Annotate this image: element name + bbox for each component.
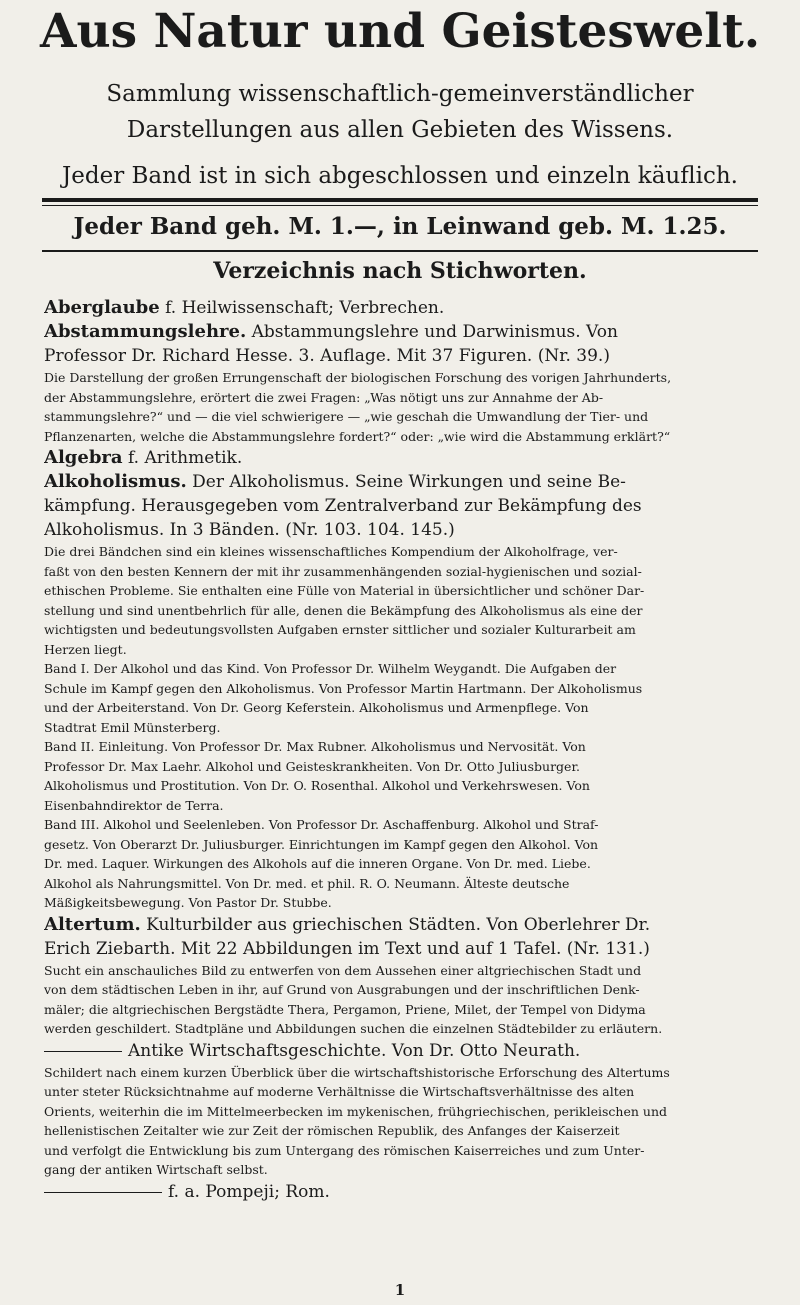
entry-description-line: Alkohol als Nahrungsmittel. Von Dr. med. et phil. R. O. Neumann. Älteste deutsche [44,875,570,891]
entry-title-line [44,320,758,344]
entry-keyword: Algebra [44,447,123,468]
entry-description-line: Stadtrat Emil Münsterberg. [44,719,221,735]
entry-title-line [44,518,758,542]
entry-description-line: mäler; die altgriechischen Bergstädte Thera, Pergamon, Priene, Milet, der Tempel von Didyma [44,1001,646,1017]
divider-thick [42,198,758,202]
entry-description-line: wichtigsten und bedeutungsvollsten Aufgaben ernster sittlicher und sozialer Kulturarbeit am [44,622,636,637]
entry-description-line: gang der antiken Wirtschaft selbst. [44,1162,268,1177]
entry-title-line [44,470,758,494]
entry-text: Der Alkoholismus. Seine Wirkungen und seine Be- [186,472,626,492]
entry-text: Antike Wirtschaftsgeschichte. Von Dr. Otto Neurath. [128,1040,581,1061]
entry-text: Abstammungslehre und Darwinismus. Von [246,322,618,342]
entry-description-line: Sucht ein anschauliches Bild zu entwerfen von dem Aussehen einer altgriechischen Stadt und [44,962,642,978]
entry-description-line: ethischen Probleme. Sie enthalten eine Fülle von Material in übersichtlicher und schöner Dar- [44,583,645,598]
ditto-dash [44,1051,122,1052]
entry-description-line: und verfolgt die Entwicklung bis zum Untergang des römischen Kaiserreiches und zum Unter- [44,1142,645,1158]
entry-description-line: von dem städtischen Leben in ihr, auf Grund von Ausgrabungen und der inschriftlichen Denk- [44,982,640,997]
entry-description-line: und der Arbeiterstand. Von Dr. Georg Keferstein. Alkoholismus und Armenpflege. Von [44,700,589,715]
entry-description-line: Professor Dr. Max Laehr. Alkohol und Geisteskrankheiten. Von Dr. Otto Juliusburger. [44,758,581,774]
entry-description-line: Schildert nach einem kurzen Überblick über die wirtschaftshistorische Erforschung des Altertums [44,1064,670,1080]
entry-title-line [44,494,758,518]
entry-keyword: Aberglaube [44,297,160,318]
entry-text: Erich Ziebarth. Mit 22 Abbildungen im Text und auf 1 Tafel. (Nr. 131.) [44,938,650,959]
entry-description-line: Band II. Einleitung. Von Professor Dr. Max Rubner. Alkoholismus und Nervosität. Von [44,739,586,754]
index-heading: Verzeichnis nach Stichworten. [213,258,587,284]
entry-description-line: Herzen liegt. [44,641,127,657]
entry-text: f. a. Pompeji; Rom. [168,1181,330,1202]
price-line: Jeder Band geh. M. 1.—, in Leinwand geb. M. 1.25. [73,213,727,240]
entry-description-line: Alkoholismus und Prostitution. Von Dr. O. Rosenthal. Alkohol und Verkehrswesen. Von [44,778,590,793]
entry-description-line: unter steter Rücksichtnahme auf moderne Verhältnisse die Wirtschaftsverhältnisse des alten [44,1084,635,1099]
cross-reference-entry [44,1180,758,1204]
entry-keyword: Alkoholismus. [44,471,187,492]
entry-description-line: Die drei Bändchen sind ein kleines wissenschaftliches Kompendium der Alkoholfrage, ver- [44,544,618,559]
series-subtitle-line-1: Sammlung wissenschaftlich-gemeinverständlicher [106,81,694,107]
entry-keyword: Abstammungslehre. [44,321,247,342]
entry-text: f. Heilwissenschaft; Verbrechen. [159,298,445,318]
series-note: Jeder Band ist in sich abgeschlossen und einzeln käuflich. [62,163,738,189]
entry-title-line [44,344,758,368]
entry-description-line: Orients, weiterhin die im Mittelmeerbecken im mykenischen, frühgriechischen, perikleischen und [44,1103,668,1119]
entry-title-line [44,296,758,320]
entry-description-line: Band III. Alkohol und Seelenleben. Von Professor Dr. Aschaffenburg. Alkohol und Straf- [44,817,599,832]
entry-description-line: Pflanzenarten, welche die Abstammungslehre fordert?“ oder: „wie wird die Abstammung erklärt?“ [44,428,671,444]
divider-thin [42,205,758,206]
cross-reference-entry [44,296,758,320]
entry-description-line: Band I. Der Alkohol und das Kind. Von Professor Dr. Wilhelm Weygandt. Die Aufgaben der [44,661,617,676]
entry-description-line: werden geschildert. Stadtpläne und Abbildungen suchen die einzelnen Städtebilder zu erläutern. [44,1021,663,1036]
entry-description-line: Eisenbahndirektor de Terra. [44,797,224,813]
entry-description-line: gesetz. Von Oberarzt Dr. Juliusburger. Einrichtungen im Kampf gegen den Alkohol. Von [44,836,599,852]
ditto-dash [44,1192,162,1193]
entry-description-line: der Abstammungslehre, erörtert die zwei Fragen: „Was nötigt uns zur Annahme der Ab- [44,389,604,405]
book-entry [44,320,758,446]
book-entry [44,913,758,1039]
entry-text: Professor Dr. Richard Hesse. 3. Auflage. Mit 37 Figuren. (Nr. 39.) [44,346,610,366]
entry-title-line [44,1180,758,1204]
entry-keyword: Altertum. [44,913,141,935]
entry-description-line: stammungslehre?“ und — die viel schwierigere — „wie geschah die Umwandlung der Tier- und [44,409,649,424]
entry-description-line: hellenistischen Zeitalter wie zur Zeit der römischen Republik, des Anfanges der Kaiserzeit [44,1123,620,1138]
divider-price [42,250,758,252]
entry-description-line: faßt von den besten Kennern der mit ihr zusammenhängenden sozial-hygienischen und sozial- [44,563,642,579]
entry-title-line [44,446,758,470]
entry-description-line: Schule im Kampf gegen den Alkoholismus. Von Professor Martin Hartmann. Der Alkoholismus [44,680,643,696]
entry-title-line [44,913,758,937]
entry-text: Kulturbilder aus griechischen Städten. Von Oberlehrer Dr. [140,914,651,935]
page-number: 1 [394,1281,406,1299]
series-title: Aus Natur und Geisteswelt. [40,4,761,59]
entry-text: Alkoholismus. In 3 Bänden. (Nr. 103. 104. 145.) [44,520,455,540]
entry-description-line: stellung und sind unentbehrlich für alle, denen die Bekämpfung des Alkoholismus als eine der [44,602,643,618]
entry-title-line [44,1039,758,1063]
entry-description-line: Mäßigkeitsbewegung. Von Pastor Dr. Stubbe. [44,895,332,910]
entry-text: kämpfung. Herausgegeben vom Zentralverband zur Bekämpfung des [44,496,642,516]
series-subtitle-line-2: Darstellungen aus allen Gebieten des Wissens. [126,117,674,143]
book-entry [44,470,758,913]
entry-description-line: Dr. med. Laquer. Wirkungen des Alkohols auf die inneren Organe. Von Dr. med. Liebe. [44,856,591,871]
entry-description-line: Die Darstellung der großen Errungenschaft der biologischen Forschung des vorigen Jahrhunderts, [44,370,672,385]
book-entry [44,1039,758,1180]
entry-title-line [44,937,758,961]
catalog-entries [44,296,758,1204]
entry-text: f. Arithmetik. [122,448,243,468]
cross-reference-entry [44,446,758,470]
